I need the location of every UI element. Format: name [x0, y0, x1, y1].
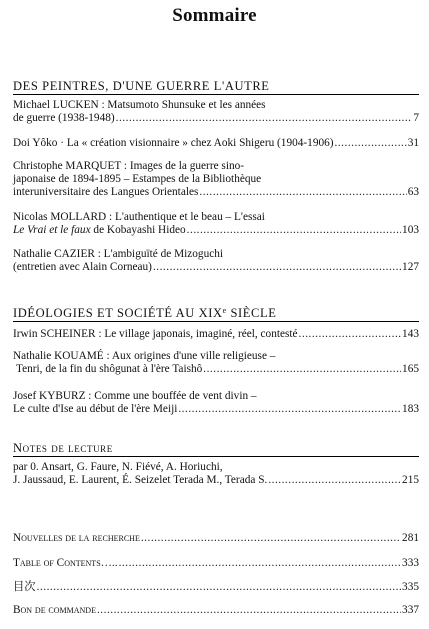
leader-dots: [335, 137, 407, 150]
page-number: 335: [402, 581, 419, 593]
entry-text: Nouvelles de la recherche: [13, 532, 140, 544]
page-title: Sommaire: [172, 5, 257, 26]
leader-dots: [299, 328, 402, 341]
section-heading-ideologies: [13, 306, 419, 321]
toc-entry[interactable]: [13, 160, 419, 199]
toc-entry[interactable]: [13, 99, 419, 125]
entry-text: japonaise de 1894-1895 – Estampes de la Bibliothèque: [13, 173, 262, 185]
page-number: 143: [402, 328, 419, 340]
entry-text: Michael LUCKEN : Matsumoto Shunsuke et les années: [13, 99, 266, 111]
toc-entry[interactable]: [13, 350, 419, 376]
section-divider: [13, 94, 419, 95]
heading-superscript: e: [222, 306, 227, 315]
entry-text: (entretien avec Alain Corneau): [13, 261, 152, 273]
section-divider: [13, 456, 419, 457]
page-number: 63: [407, 186, 419, 198]
leader-dots: [37, 581, 401, 594]
entry-text: Tenri, de la fin du shôgunat à l'ère Taishô: [16, 363, 203, 375]
page-number: 103: [402, 224, 419, 236]
leader-dots: [97, 604, 401, 617]
entry-text: Le culte d'Ise au début de l'ère Meiji: [13, 403, 178, 415]
page-number: 333: [402, 557, 419, 569]
entry-text: Irwin SCHEINER : Le village japonais, imaginé, réel, contesté: [13, 328, 298, 340]
entry-text: Doi Yôko · La « création visionnaire » chez Aoki Shigeru (1904-1906): [13, 137, 334, 149]
toc-entry[interactable]: [13, 461, 419, 487]
toc-entry[interactable]: [13, 328, 419, 341]
entry-text: Josef KYBURZ : Comme une bouffée de vent divin –: [13, 390, 257, 402]
toc-entry-bon-de-commande[interactable]: [13, 604, 419, 617]
section-divider: [13, 321, 419, 322]
toc-entry[interactable]: [13, 390, 419, 416]
entry-text: de guerre (1938-1948): [13, 112, 115, 124]
page-number: 183: [402, 403, 419, 415]
entry-text: de Kobayashi Hideo: [90, 224, 186, 236]
leader-dots: [187, 224, 401, 237]
toc-entry-mokuji[interactable]: [13, 580, 419, 594]
entry-title-italic: Le Vrai et le faux: [13, 224, 91, 236]
heading-text: IDÉOLOGIES ET SOCIÉTÉ AU XIX: [13, 306, 223, 320]
entry-text: Table of Contents…..: [13, 557, 118, 569]
entry-text: Nathalie CAZIER : L'ambiguïté de Mizoguchi: [13, 248, 224, 260]
page-number: 165: [402, 363, 419, 375]
leader-dots: [178, 403, 401, 416]
heading-text: SIÈCLE: [226, 306, 277, 320]
section-heading-peintres: DES PEINTRES, D'UNE GUERRE L'AUTRE: [13, 79, 270, 93]
leader-dots: [268, 474, 401, 487]
entry-text: Nathalie KOUAMÉ : Aux origines d'une ville religieuse –: [13, 350, 276, 362]
entry-text: J. Jaussaud, E. Laurent, É. Seizelet Terada M., Terada S.: [13, 474, 268, 486]
leader-dots: [141, 532, 401, 545]
toc-entry[interactable]: [13, 137, 419, 150]
leader-dots: [116, 112, 413, 125]
leader-dots: [199, 186, 406, 199]
entry-text: par 0. Ansart, G. Faure, N. Fiévé, A. Horiuchi,: [13, 461, 223, 473]
leader-dots: [203, 363, 401, 376]
toc-entry[interactable]: [13, 248, 419, 274]
entry-text: interuniversitaire des Langues Orientales: [13, 186, 199, 198]
section-heading-notes: Notes de lecture: [13, 441, 113, 455]
toc-entry[interactable]: [13, 211, 419, 237]
page-number: 337: [402, 604, 419, 616]
page-number: 31: [407, 137, 419, 149]
page-number: 215: [402, 474, 419, 486]
page-number: 127: [402, 261, 419, 273]
entry-text: Christophe MARQUET : Images de la guerre sino-: [13, 160, 245, 172]
entry-text: 目次: [13, 580, 36, 593]
entry-text: Bon de commande: [13, 604, 96, 616]
toc-entry-nouvelles[interactable]: [13, 532, 419, 545]
leader-dots: [153, 261, 401, 274]
entry-text: Nicolas MOLLARD : L'authentique et le beau – L'essai: [13, 211, 265, 223]
page-number: 281: [402, 532, 419, 544]
page-number: 7: [413, 112, 419, 124]
toc-entry-table-of-contents[interactable]: [13, 557, 419, 570]
leader-dots: [119, 557, 401, 570]
